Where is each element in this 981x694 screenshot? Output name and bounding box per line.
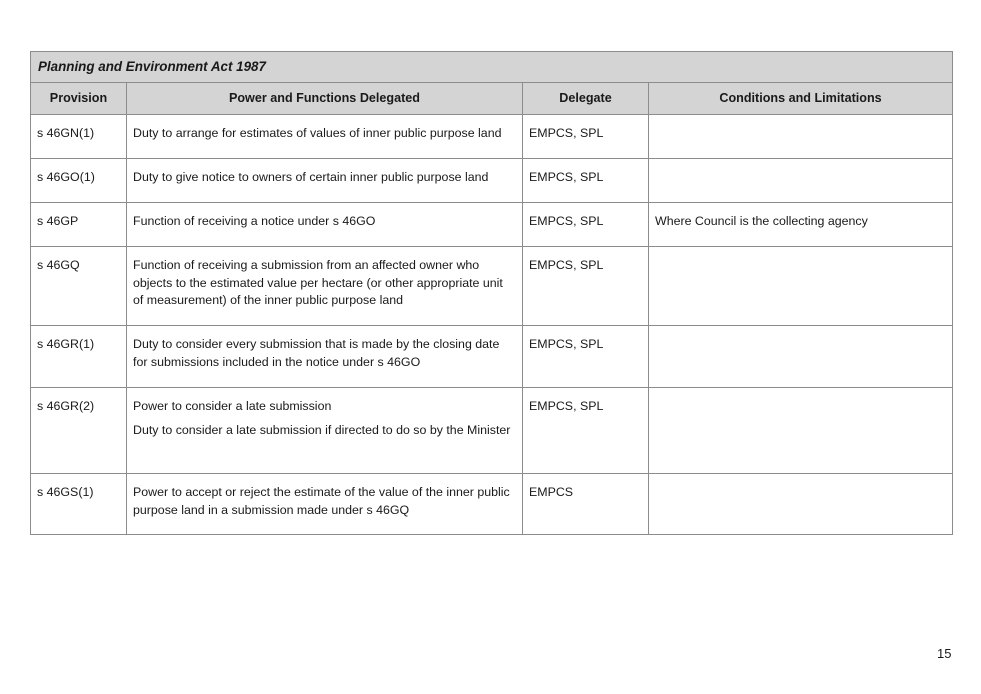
cell-conditions: [649, 326, 953, 388]
cell-conditions: [649, 474, 953, 535]
cell-provision: s 46GN(1): [31, 115, 127, 159]
cell-provision: s 46GP: [31, 203, 127, 247]
table-header-row: [31, 83, 953, 115]
delegation-table: [30, 51, 953, 535]
cell-delegate: EMPCS, SPL: [523, 159, 649, 203]
header-power: Power and Functions Delegated: [127, 83, 523, 115]
power-text: Duty to give notice to owners of certain inner public purpose land: [133, 170, 489, 184]
cell-power: [127, 326, 523, 388]
cell-delegate: EMPCS, SPL: [523, 203, 649, 247]
cell-delegate: EMPCS, SPL: [523, 115, 649, 159]
cell-power: [127, 203, 523, 247]
cell-provision: s 46GQ: [31, 247, 127, 326]
cell-provision: s 46GS(1): [31, 474, 127, 535]
power-text: Function of receiving a notice under s 46GO: [133, 214, 376, 228]
power-text: Duty to arrange for estimates of values of inner public purpose land: [133, 126, 502, 140]
cell-provision: s 46GR(1): [31, 326, 127, 388]
header-conditions: Conditions and Limitations: [649, 83, 953, 115]
cell-conditions: [649, 247, 953, 326]
table-row: [31, 247, 953, 326]
table-row: [31, 326, 953, 388]
cell-conditions: [649, 115, 953, 159]
cell-provision: s 46GR(2): [31, 388, 127, 474]
cell-power: [127, 474, 523, 535]
power-text: Duty to consider a late submission if directed to do so by the Minister: [133, 422, 511, 437]
cell-conditions: Where Council is the collecting agency: [649, 203, 953, 247]
cell-conditions: [649, 159, 953, 203]
header-provision: Provision: [31, 83, 127, 115]
cell-conditions: [649, 388, 953, 474]
table-title-row: [31, 52, 953, 83]
table-row: [31, 115, 953, 159]
cell-delegate: EMPCS, SPL: [523, 326, 649, 388]
cell-delegate: EMPCS: [523, 474, 649, 535]
table-row: [31, 159, 953, 203]
table-row: [31, 203, 953, 247]
power-text: Power to accept or reject the estimate of the value of the inner public purpose land in a submission made under s 46GQ: [133, 485, 510, 517]
power-text: Duty to consider every submission that is made by the closing date for submissions included in the notice under s 46GO: [133, 337, 500, 369]
cell-power: [127, 115, 523, 159]
cell-power: [127, 388, 523, 474]
table-row: [31, 388, 953, 474]
page-number: 15: [937, 646, 952, 661]
cell-delegate: EMPCS, SPL: [523, 388, 649, 474]
cell-power: [127, 159, 523, 203]
table-title: Planning and Environment Act 1987: [31, 52, 953, 83]
header-delegate: Delegate: [523, 83, 649, 115]
cell-power: [127, 247, 523, 326]
cell-provision: s 46GO(1): [31, 159, 127, 203]
power-text: Power to consider a late submission: [133, 399, 332, 413]
cell-delegate: EMPCS, SPL: [523, 247, 649, 326]
power-text: Function of receiving a submission from an affected owner who objects to the estimated value per hectare (or other appropriate unit of measurement) of the inner public purpose land: [133, 258, 503, 307]
table-row: [31, 474, 953, 535]
